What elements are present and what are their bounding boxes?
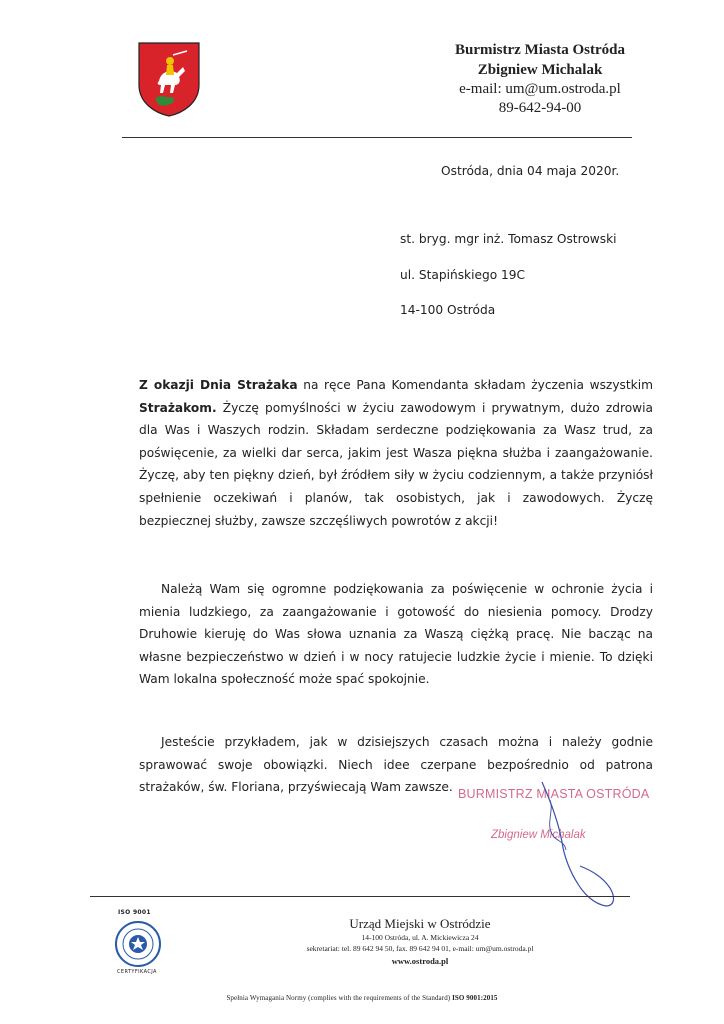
footer-divider bbox=[90, 896, 630, 897]
letter-paragraph-2 bbox=[139, 578, 653, 691]
letter-date: Ostróda, dnia 04 maja 2020r. bbox=[441, 164, 620, 178]
sender-name: Zbigniew Michalak bbox=[477, 62, 603, 78]
recipient-street: ul. Stapińskiego 19C bbox=[400, 268, 526, 282]
sender-office-title: Burmistrz Miasta Ostróda bbox=[455, 42, 625, 58]
sender-header bbox=[420, 40, 660, 118]
office-name: Urząd Miejski w Ostródzie bbox=[349, 916, 491, 931]
handwritten-signature bbox=[520, 780, 620, 910]
paragraph-3-text: Jesteście przykładem, jak w dzisiejszych czasach można i należy godnie sprawować swoje obowiązki. Niech idee czerpane bezpośrednio od patrona strażaków, św. Floriana, przyświecają Wam zawsze. bbox=[139, 735, 653, 795]
header-divider bbox=[122, 137, 632, 138]
office-address: 14-100 Ostróda, ul. A. Mickiewicza 24 bbox=[361, 933, 479, 942]
paragraph-1-text-b: Życzę pomyślności w życiu zawodowym i prywatnym, dużo zdrowia dla Was i Waszych rodzin. Składam serdeczne podziękowania za Wasz trud, za poświęcenie, za wielki dar serca, jakim jest Wasza piękna służba i zaangażowanie. Życzę, aby ten piękny dzień, był źródłem siły w życiu codziennym, a także przyniósł spełnienie oczekiwań i planów, tak osobistych, jak i zawodowych. Życzę bezpiecznej służby, zawsze szczęśliwych powrotów z akcji! bbox=[139, 400, 653, 528]
office-footer bbox=[270, 916, 570, 968]
stamp-organization: BURMISTRZ MIASTA OSTRÓDA bbox=[458, 787, 650, 801]
iso-label: ISO 9001 bbox=[118, 909, 151, 916]
stamp-name: Zbigniew Michalak bbox=[491, 829, 586, 841]
occasion-bold-text: Z okazji Dnia Strażaka bbox=[139, 378, 298, 392]
norm-standard: ISO 9001:2015 bbox=[452, 994, 498, 1002]
letter-paragraph-1 bbox=[139, 374, 653, 532]
recipient-city: 14-100 Ostróda bbox=[400, 303, 496, 317]
office-contact: sekretariat: tel. 89 642 94 50, fax. 89 642 94 01, e-mail: um@um.ostroda.pl bbox=[306, 944, 534, 953]
city-crest-logo bbox=[137, 41, 201, 117]
certification-label: CERTYFIKACJA bbox=[117, 969, 157, 975]
paragraph-1-text-a: na ręce Pana Komendanta składam życzenia wszystkim bbox=[297, 378, 653, 392]
sender-email: e-mail: um@um.ostroda.pl bbox=[459, 81, 621, 97]
sender-phone: 89-642-94-00 bbox=[498, 100, 582, 116]
norm-text: Spełnia Wymagania Normy (complies with the requirements of the Standard) bbox=[226, 994, 451, 1002]
iso-compliance-line bbox=[0, 994, 724, 1002]
office-website: www.ostroda.pl bbox=[391, 956, 449, 966]
recipient-name: st. bryg. mgr inż. Tomasz Ostrowski bbox=[400, 232, 617, 246]
firefighters-bold-text: Strażakom. bbox=[139, 400, 217, 415]
certification-badge-logo bbox=[113, 919, 163, 969]
paragraph-2-text: Należą Wam się ogromne podziękowania za poświęcenie w ochronie życia i mienia ludzkiego, za zaangażowanie i gotowość do niesienia pomocy. Drodzy Druhowie kieruję do Was słowa uznania za Waszą ciężką pracę. Nie bacząc na własne bezpieczeństwo w dzień i w nocy ratujecie ludzkie życie i mienie. To dzięki Wam lokalna społeczność może spać spokojnie. bbox=[139, 582, 653, 687]
